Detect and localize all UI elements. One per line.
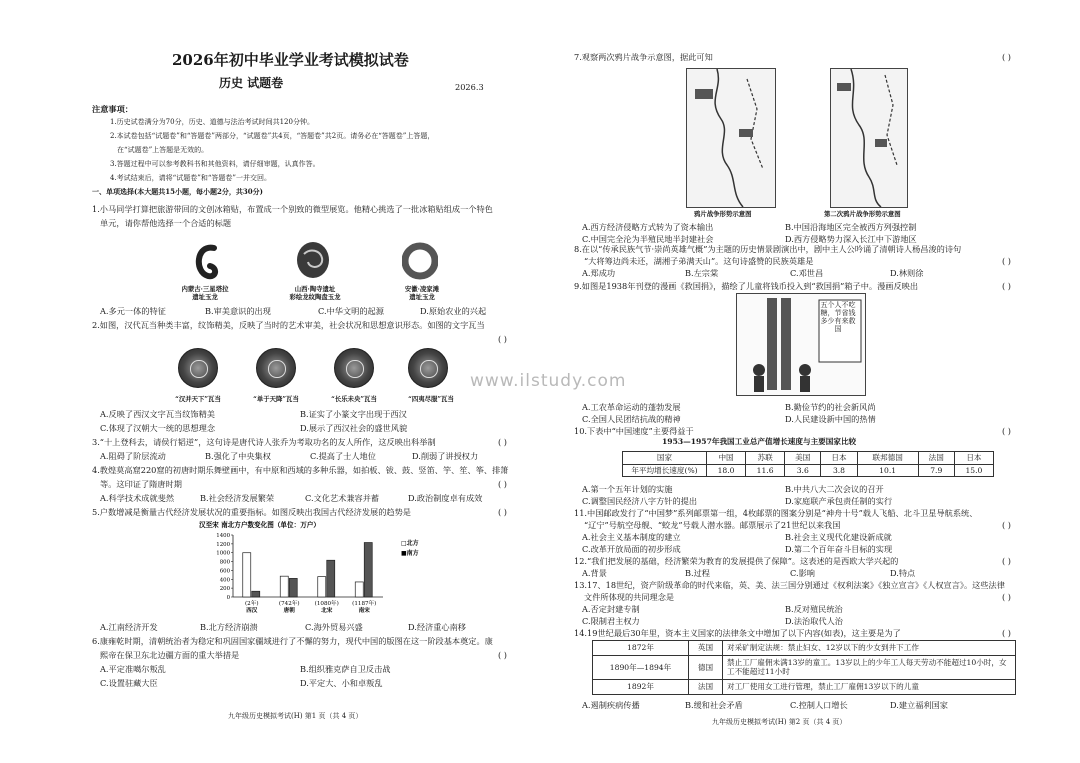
question-stem: 5.户数增减是衡量古代经济发展状况的重要指标。如图反映出我国古代经济发展的趋势是 (92, 507, 411, 517)
table-header-cell: 联邦德国 (857, 452, 918, 465)
table-cell: 英国 (689, 641, 723, 656)
watermark: www.ilstudy.com (470, 371, 627, 391)
image-caption: 山西·陶寺遗址 彩绘龙纹陶盘玉龙 (289, 285, 341, 302)
option-d[interactable]: D.原始农业的兴起 (420, 306, 487, 316)
note-line: 4.考试结束后，请将“试题卷”和“答题卷”一并交回。 (110, 174, 271, 182)
table-header-cell: 苏联 (746, 452, 785, 465)
option-d[interactable]: D.展示了西汉社会的盛世风貌 (300, 423, 408, 433)
option-b[interactable]: B.过程 (685, 568, 710, 578)
option-c[interactable]: C.控制人口增长 (790, 700, 848, 710)
option-a[interactable]: A.反映了西汉文字瓦当纹饰精美 (100, 409, 215, 419)
answer-bracket[interactable]: ( ) (498, 479, 507, 489)
table-header-row (623, 452, 994, 465)
image-caption: “四夷尽服”瓦当 (408, 395, 454, 403)
table-row (593, 641, 1016, 656)
answer-bracket[interactable]: ( ) (1002, 426, 1011, 436)
exam-date: 2026.3 (455, 82, 484, 92)
table-cell: 1872年 (593, 641, 689, 656)
question-stem: 单元，请你帮他选择一个合适的标题 (100, 218, 232, 228)
question-stem: 14.19世纪最后30年里，资本主义国家的法律条文中增加了以下内容(如表)，这主要是为了 (574, 628, 901, 638)
option-a[interactable]: A.郑成功 (582, 268, 616, 278)
option-d[interactable]: D.建立福利国家 (890, 700, 948, 710)
answer-bracket[interactable]: ( ) (1002, 628, 1011, 638)
y-tick-label: 0 (226, 595, 230, 601)
question-stem: 3.“十上登科去，请侯行韬逆”，这句诗是唐代诗人张乔为考取功名的友人所作，这反映出科举制 (92, 437, 436, 447)
bar (327, 560, 335, 597)
table-cell: 1892年 (593, 680, 689, 695)
image-caption: 安徽·凌家滩 遗址玉龙 (404, 285, 440, 302)
page-footer: 九年级历史模拟考试(H) 第1 页（共 4 页） (228, 712, 363, 720)
table-cell: 3.8 (821, 464, 857, 477)
question-stem: 2.如图，汉代瓦当种类丰富，纹饰精美，反映了当时的艺术审美，社会状况和思想意识形态。如图的文字瓦当 (92, 320, 485, 330)
option-b[interactable]: B.审美意识的出现 (205, 306, 271, 316)
question-stem: 等。这印证了隋唐时期 (100, 479, 182, 489)
bar (318, 577, 326, 597)
option-c[interactable]: C.文化艺术兼容并蓄 (305, 493, 380, 503)
option-d[interactable]: D.林则徐 (890, 268, 924, 278)
question-stem: 13.17、18世纪，资产阶级革命的时代来临，英、美、法三国分别通过《权利法案》《独立宣言》《人权宣言》。这些法律 (574, 580, 1005, 590)
image-caption: “汉并天下”瓦当 (175, 395, 221, 403)
table-cell: 15.0 (954, 464, 993, 477)
option-a[interactable]: A.遏制疾病传播 (582, 700, 640, 710)
tile-end-image (334, 348, 374, 388)
y-tick-label: 600 (219, 568, 230, 575)
option-b[interactable]: B.组织雅克萨自卫反击战 (300, 664, 391, 674)
question-stem: 文件所体现的共同理念是 (584, 592, 675, 602)
image-caption: “单于天降”瓦当 (253, 395, 299, 403)
option-b[interactable]: B.勤俭节约的社会新风尚 (785, 402, 876, 412)
x-tick-label: 南宋 (358, 608, 370, 614)
table-row (623, 464, 994, 477)
question-stem: 7.观察两次鸦片战争示意图，据此可知 (574, 52, 713, 62)
legend-entry: ■南方 (401, 550, 419, 557)
option-c[interactable]: C.中国完全沦为半殖民地半封建社会 (582, 234, 714, 244)
table-cell: 3.6 (785, 464, 821, 477)
bar (280, 576, 288, 597)
table-header-cell: 国家 (623, 452, 707, 465)
option-a[interactable]: A.科学技术成就斐然 (100, 493, 175, 503)
answer-bracket[interactable]: ( ) (1002, 52, 1011, 62)
option-d[interactable]: D.平定大、小和卓叛乱 (300, 678, 383, 688)
y-tick-label: 400 (219, 577, 230, 584)
option-b[interactable]: B.左宗棠 (685, 268, 719, 278)
jade-dragon-image-1 (192, 242, 222, 280)
x-tick-label: 西汉 (246, 608, 258, 614)
option-d[interactable]: D.特点 (890, 568, 916, 578)
question-stem: 12.“我们把发展的基础，经济繁荣为教育的发展提供了保障”。这表述的是西欧大学兴起的 (574, 556, 899, 566)
answer-bracket[interactable]: ( ) (498, 437, 507, 447)
bar (243, 553, 251, 597)
households-bar-chart (195, 519, 445, 619)
answer-bracket[interactable]: ( ) (1002, 520, 1011, 530)
legend-entry: □北方 (401, 540, 419, 547)
table-cell: 禁止工厂雇佣未满13岁的童工。13岁以上的少年工人每天劳动不能超过10小时，女工不能超过11小时 (723, 655, 1016, 679)
option-c[interactable]: C.体现了汉朝大一统的思想理念 (100, 423, 216, 433)
table-header-cell: 中国 (707, 452, 746, 465)
table-cell: 法国 (689, 680, 723, 695)
note-line: 在“试题卷”上答题是无效的。 (117, 146, 209, 154)
table-cell: 11.6 (746, 464, 785, 477)
option-c[interactable]: C.调整国民经济八字方针的提出 (582, 496, 698, 506)
bar (289, 578, 297, 597)
option-d[interactable]: D.人民建设新中国的热情 (785, 414, 876, 424)
option-a[interactable]: A.平定准噶尔叛乱 (100, 664, 166, 674)
question-stem: 6.康雍乾时期，清朝统治者为稳定和巩固国家疆域进行了不懈的努力，现代中国的版图在这一阶段基本奠定。康 (92, 636, 493, 646)
table-cell: 年平均增长速度(%) (623, 464, 707, 477)
option-c[interactable]: C.影响 (790, 568, 815, 578)
map-caption: 鸦片战争形势示意图 (694, 210, 752, 218)
opium-war-map (686, 68, 776, 208)
chart-svg (195, 519, 445, 619)
section-heading: 一、单项选择(本大题共15小题，每小题2分，共30分) (92, 187, 263, 196)
page-footer: 九年级历史模拟考试(H) 第2 页（共 4 页） (712, 718, 847, 726)
option-d[interactable]: D.削弱了讲授权力 (412, 451, 479, 461)
answer-bracket[interactable]: ( ) (1002, 256, 1011, 266)
jade-dragon-image-3 (402, 242, 438, 280)
option-c[interactable]: C.全国人民团结抗战的精神 (582, 414, 681, 424)
answer-bracket[interactable]: ( ) (1002, 556, 1011, 566)
option-d[interactable]: D.西方侵略势力深入长江中下游地区 (785, 234, 917, 244)
table-cell: 18.0 (707, 464, 746, 477)
notes-heading: 注意事项： (92, 104, 133, 114)
tile-end-image (178, 348, 218, 388)
option-a[interactable]: A.否定封建专制 (582, 604, 640, 614)
y-tick-label: 800 (219, 559, 230, 566)
y-tick-label: 1200 (216, 541, 230, 548)
option-d[interactable]: D.法治取代人治 (785, 616, 843, 626)
option-a[interactable]: A.西方经济侵略方式转为了资本输出 (582, 222, 714, 232)
option-a[interactable]: A.第一个五年计划的实施 (582, 484, 673, 494)
option-b[interactable]: B.缓和社会矛盾 (685, 700, 743, 710)
option-c[interactable]: C.限制君主权力 (582, 616, 640, 626)
table-cell: 7.9 (918, 464, 954, 477)
image-caption: “长乐未央”瓦当 (331, 395, 377, 403)
option-a[interactable]: A.社会主义基本制度的建立 (582, 532, 681, 542)
note-line: 1.历史试卷满分为70分，历史、道德与法治考试时间共120分钟。 (110, 118, 314, 126)
option-a[interactable]: A.背景 (582, 568, 607, 578)
question-stem: 10.下表中“中国速度”主要得益于 (574, 426, 694, 436)
option-a[interactable]: A.阻碍了阶层流动 (100, 451, 166, 461)
option-b[interactable]: B.社会经济发展繁荣 (200, 493, 275, 503)
option-b[interactable]: B.反对殖民统治 (785, 604, 843, 614)
table-cell: 10.1 (857, 464, 918, 477)
table-cell: 对采矿制定法规：禁止妇女、12岁以下的少女到井下工作 (723, 641, 1016, 656)
option-d[interactable]: D.政治制度卓有成效 (408, 493, 483, 503)
law-table (592, 640, 1016, 695)
bar (252, 591, 260, 597)
table-header-cell: 法国 (918, 452, 954, 465)
answer-bracket[interactable]: ( ) (498, 334, 507, 344)
question-stem: 8.在以“传承民族气节·崇尚英雄气概”为主题的历史情景剧演出中，剧中主人公吟诵了清朝诗人杨昌浚的诗句 (574, 244, 962, 254)
exam-page-2 (540, 0, 1080, 763)
option-b[interactable]: B.北方经济崩溃 (200, 622, 258, 632)
question-stem: 11.中国邮政发行了“中国梦”系列邮票第一组，4枚邮票的图案分别是“神舟十号”载人飞船、北斗卫星导航系统、 (574, 508, 978, 518)
option-c[interactable]: C.中华文明的起源 (318, 306, 384, 316)
bar (364, 543, 372, 597)
option-b[interactable]: B.强化了中央集权 (205, 451, 271, 461)
question-stem: “大将筹边尚未还，湖湘子弟满天山”。这句诗盛赞的民族英雄是 (584, 256, 814, 266)
x-tick-label: (742年) (278, 601, 300, 607)
answer-bracket[interactable]: ( ) (1002, 592, 1011, 602)
x-tick-label: (1187年) (352, 601, 377, 607)
option-c[interactable]: C.提高了士人地位 (310, 451, 376, 461)
question-stem: 4.教煌莫高窟220窟的初唐时期乐舞壁画中，有中原和西域的多种乐器，如拍板、钹、鼓、竖笛、竽、笙、筝、排箫 (92, 465, 509, 475)
option-c[interactable]: C.改革开放局面的初步形成 (582, 544, 681, 554)
x-tick-label: (2年) (244, 601, 259, 607)
question-stem: “辽宁”号航空母舰、“蛟龙”号载人潜水器。邮票展示了21世纪以来我国 (584, 520, 841, 530)
question-stem: 1.小马同学打算把旅游带回的文创冰箱贴，布置成一个别致的微型展览。他精心挑选了一批冰箱贴组成一个特色 (92, 204, 493, 214)
option-b[interactable]: B.社会主义现代化建设新成就 (785, 532, 892, 542)
option-a[interactable]: A.多元一体的特征 (100, 306, 166, 316)
option-b[interactable]: B.中国沿海地区完全被西方列强控制 (785, 222, 917, 232)
note-line: 3.答题过程中可以参考教科书和其他资料，请仔细审题，认真作答。 (110, 160, 320, 168)
option-c[interactable]: C.设置驻藏大臣 (100, 678, 158, 688)
table-header-cell: 日本 (954, 452, 993, 465)
chart-title: 汉至宋 南北方户数变化图（单位：万户） (199, 521, 320, 529)
exam-subtitle: 历史 试题卷 (219, 76, 284, 90)
option-b[interactable]: B.证实了小篆文字出现于西汉 (300, 409, 407, 419)
table-header-cell: 美国 (785, 452, 821, 465)
image-caption: 内蒙古·三星塔拉 遗址玉龙 (181, 285, 229, 302)
question-stem: 9.如图是1938年刊登的漫画《救国捐》，描绘了儿童将钱币投入到“救国捐”箱子中。漫画反映出 (574, 281, 919, 291)
growth-table (622, 451, 994, 477)
y-tick-label: 1000 (216, 550, 230, 557)
option-b[interactable]: B.中共八大二次会议的召开 (785, 484, 884, 494)
answer-bracket[interactable]: ( ) (498, 507, 507, 517)
answer-bracket[interactable]: ( ) (1002, 281, 1011, 291)
option-a[interactable]: A.工农革命运动的蓬勃发展 (582, 402, 681, 412)
table-row (593, 680, 1016, 695)
option-a[interactable]: A.江南经济开发 (100, 622, 158, 632)
table-title: 1953—1957年我国工业总产值增长速度与主要国家比较 (662, 437, 857, 446)
second-opium-war-map (830, 68, 908, 208)
table-cell: 德国 (689, 655, 723, 679)
question-stem: 熙帝在保卫东北边疆方面的重大举措是 (100, 650, 240, 660)
table-cell: 1890年—1894年 (593, 655, 689, 679)
note-line: 2.本试卷包括“试题卷”和“答题卷”两部分，“试题卷”共4页，“答题卷”共2页。请务必在“答题卷”上答题， (110, 132, 435, 140)
x-tick-label: (1080年) (314, 601, 339, 607)
bar (355, 582, 363, 597)
option-c[interactable]: C.海外贸易兴盛 (305, 622, 363, 632)
table-header-cell: 日本 (821, 452, 857, 465)
x-tick-label: 唐朝 (283, 608, 295, 614)
tile-end-image (256, 348, 296, 388)
exam-title: 2026年初中毕业学业考试模拟试卷 (172, 51, 409, 69)
option-d[interactable]: D.家庭联产承包责任制的实行 (785, 496, 893, 506)
map-caption: 第二次鸦片战争形势示意图 (824, 210, 901, 218)
cartoon-speech: 五个人不吃糖，节省钱多少有来救国 (820, 301, 856, 334)
option-d[interactable]: D.经济重心南移 (408, 622, 466, 632)
x-tick-label: 北宋 (321, 608, 333, 614)
option-d[interactable]: D.第二个百年奋斗目标的实现 (785, 544, 893, 554)
table-row (593, 655, 1016, 679)
painted-pottery-plate-image (296, 240, 330, 280)
table-cell: 对工厂使用女工进行管理，禁止工厂雇佣13岁以下的儿童 (723, 680, 1016, 695)
answer-bracket[interactable]: ( ) (498, 650, 507, 660)
option-c[interactable]: C.邓世昌 (790, 268, 824, 278)
y-tick-label: 1400 (216, 533, 230, 539)
tile-end-image (408, 348, 448, 388)
y-tick-label: 200 (219, 586, 230, 593)
